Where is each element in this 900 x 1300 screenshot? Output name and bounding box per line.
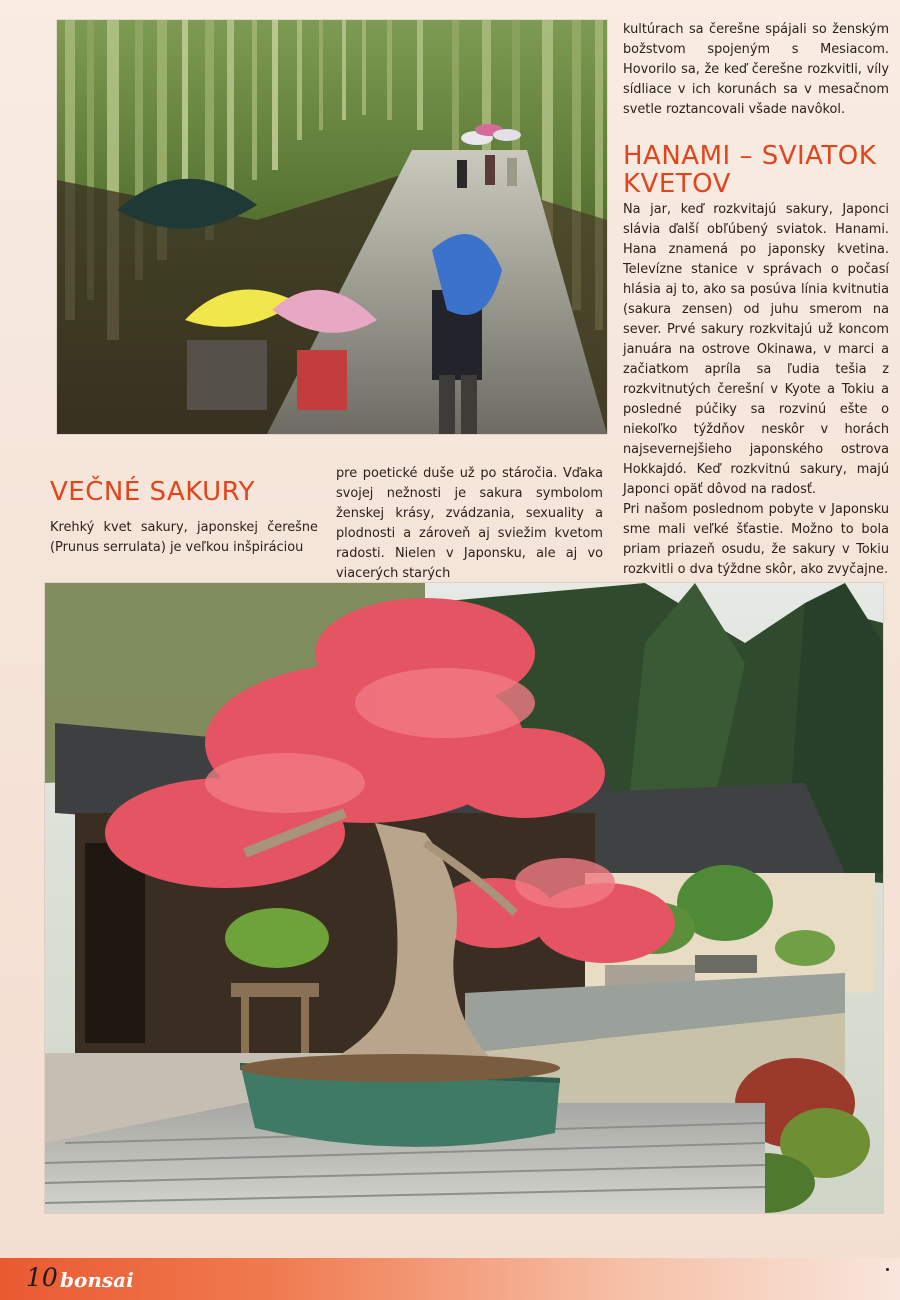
page-number: 10: [26, 1263, 58, 1292]
photo-maple-bonsai: [45, 583, 883, 1213]
corner-dot: [886, 1268, 889, 1271]
hanami-body: [623, 200, 889, 580]
photo-bamboo-path-image: [57, 20, 607, 434]
vecne-sakury-heading: VEČNÉ SAKURY: [50, 477, 255, 507]
photo-bamboo-path: [57, 20, 607, 434]
hanami-paragraph-2: Pri našom poslednom pobyte v Japonsku sme mali veľké šťastie. Možno to bola priam priazeň osudu, že sakury v Tokiu rozkvitli o dva týždne skôr, ako zvyčajne.: [623, 502, 889, 577]
hanami-heading: HANAMI – SVIATOK KVETOV: [623, 141, 877, 199]
column-3-intro-paragraph: kultúrach sa čerešne spájali so ženským božstvom spojeným s Mesiacom. Hovorilo sa, že keď čerešne rozkvitli, víly sídliace v ich korunách sa v mesačnom svetle roztancovali všade navôkol.: [623, 22, 889, 117]
footer-bar: [0, 1258, 900, 1300]
photo-maple-bonsai-image: [45, 583, 883, 1213]
vecne-sakury-column-2: [336, 464, 603, 584]
vecne-sakury-column-1: [50, 518, 318, 558]
vecne-sakury-column-1-text: Krehký kvet sakury, japonskej čerešne (Prunus serrulata) je veľkou inšpiráciou: [50, 520, 318, 555]
column-3-intro-text: [623, 20, 889, 120]
hanami-paragraph-1: Na jar, keď rozkvitajú sakury, Japonci slávia ďalší obľúbený sviatok. Hanami. Hana znamená po japonsky kvetina. Televízne stanice v správach o počasí hlásia aj to, ako sa posúva línia kvitnutia (sakura zensen) od juhu smerom na sever. Prvé sakury rozkvitajú už koncom januára na ostrove Okinawa, v marci a začiatkom apríla sa ľudia tešia z rozkvitnutých čerešní v Kyote a Tokiu a posledné púčiky sa rozvinú ešte o niekoľko týždňov neskôr v horách najsevernejšieho japonského ostrova Hokkajdó. Keď rozkvitnú sakury, majú Japonci opäť dôvod na radosť.: [623, 202, 889, 497]
magazine-logo: bonsai: [60, 1268, 134, 1292]
vecne-sakury-column-2-text: pre poetické duše už po stáročia. Vďaka svojej nežnosti je sakura symbolom ženskej krásy, zvádzania, sexuality a plodnosti a zároveň aj sviežim kvetom radosti. Nielen v Japonsku, ale aj vo viacerých starých: [336, 466, 603, 581]
